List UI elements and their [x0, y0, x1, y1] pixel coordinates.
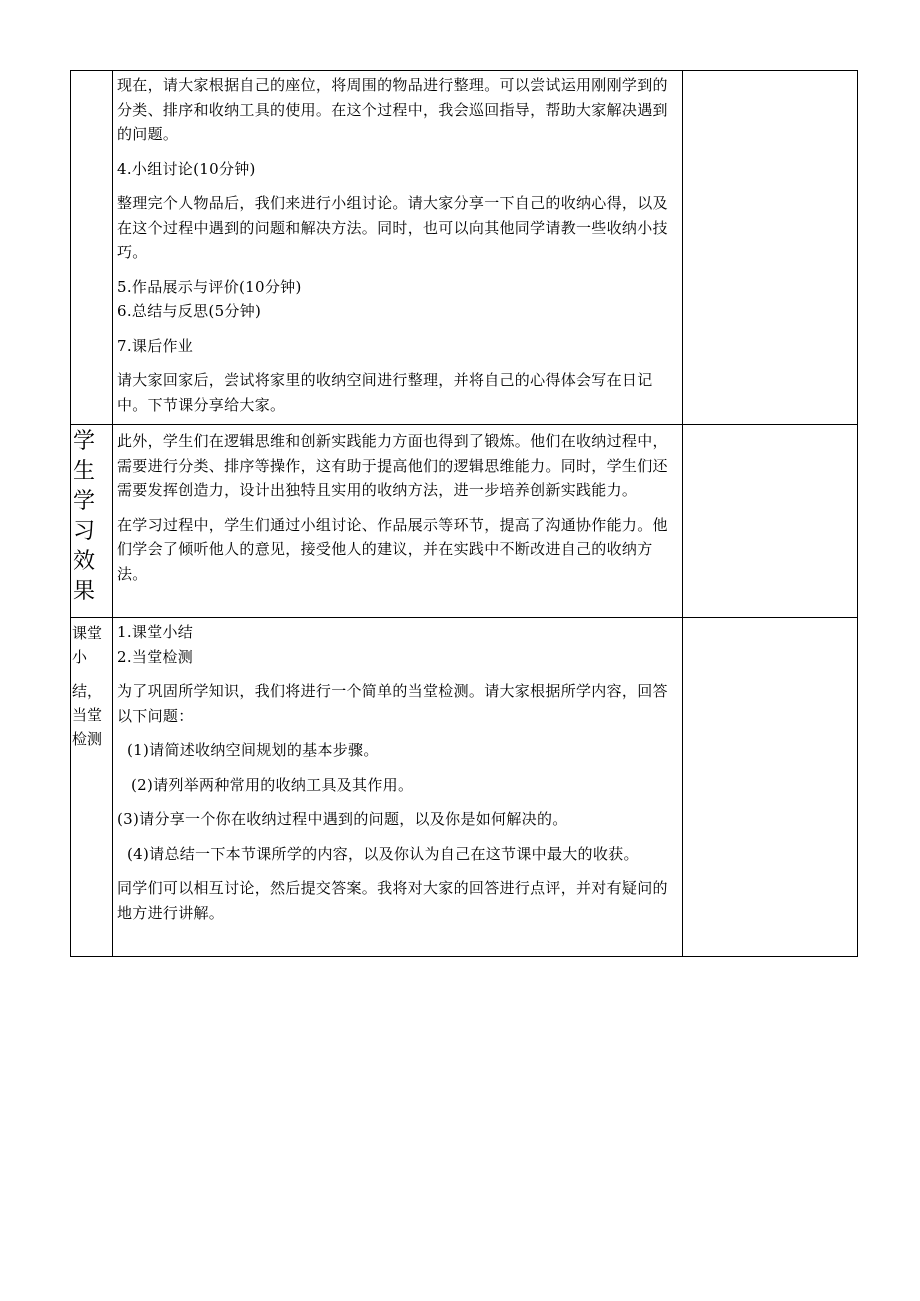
section-heading: 5.作品展示与评价(10分钟) [117, 277, 302, 296]
row-label-cell [71, 71, 113, 425]
section-heading: 6.总结与反思(5分钟) [117, 302, 262, 320]
section-heading: 4.小组讨论(10分钟) [117, 159, 256, 178]
row-label: 学生学习效果 [73, 429, 96, 604]
paragraph: 整理完个人物品后，我们来进行小组讨论。请大家分享一下自己的收纳心得，以及在这个过程中遇到的问题和解决方法。同时，也可以向其他同学请教一些收纳小技巧。 [117, 194, 668, 261]
section-heading: 7.课后作业 [117, 336, 194, 355]
notes-cell [683, 618, 858, 957]
question-item: (2)请列举两种常用的收纳工具及其作用。 [131, 775, 414, 794]
section-heading: 1.课堂小结 [117, 623, 194, 641]
row-label-cell [71, 618, 113, 957]
section-heading: 2.当堂检测 [117, 647, 194, 666]
paragraph: 为了巩固所学知识，我们将进行一个简单的当堂检测。请大家根据所学内容，回答以下问题： [117, 682, 668, 725]
question-item: (3)请分享一个你在收纳过程中遇到的问题，以及你是如何解决的。 [117, 810, 568, 828]
notes-cell [683, 71, 858, 425]
question-item: (4)请总结一下本节课所学的内容，以及你认为自己在这节课中最大的收获。 [127, 844, 639, 863]
paragraph: 请大家回家后，尝试将家里的收纳空间进行整理，并将自己的心得体会写在日记中。下节课分享给大家。 [117, 371, 653, 414]
paragraph: 在学习过程中，学生们通过小组讨论、作品展示等环节，提高了沟通协作能力。他们学会了倾听他人的意见，接受他人的建议，并在实践中不断改进自己的收纳方法。 [117, 515, 668, 583]
question-item: (1)请简述收纳空间规划的基本步骤。 [127, 741, 379, 759]
table-row [71, 425, 858, 618]
notes-cell [683, 425, 858, 618]
paragraph: 现在，请大家根据自己的座位，将周围的物品进行整理。可以尝试运用刚刚学到的分类、排序和收纳工具的使用。在这个过程中，我会巡回指导，帮助大家解决遇到的问题。 [117, 76, 668, 143]
paragraph: 此外，学生们在逻辑思维和创新实践能力方面也得到了锻炼。他们在收纳过程中，需要进行分类、排序等操作，这有助于提高他们的逻辑思维能力。同时，学生们还需要发挥创造力，设计出独特且实用的收纳方法，进一步培养创新实践能力。 [117, 432, 668, 499]
row-label [71, 618, 112, 751]
row-label-cell [71, 425, 113, 618]
paragraph: 同学们可以相互讨论，然后提交答案。我将对大家的回答进行点评，并对有疑问的地方进行讲解。 [117, 879, 668, 922]
content-cell [113, 71, 683, 425]
content-cell [113, 425, 683, 618]
row-label-line: 结，当堂检测 [72, 682, 103, 748]
table-row [71, 71, 858, 425]
content-cell [113, 618, 683, 957]
lesson-plan-table [70, 70, 858, 957]
table-row [71, 618, 858, 957]
row-label-line: 课堂小 [72, 624, 103, 666]
